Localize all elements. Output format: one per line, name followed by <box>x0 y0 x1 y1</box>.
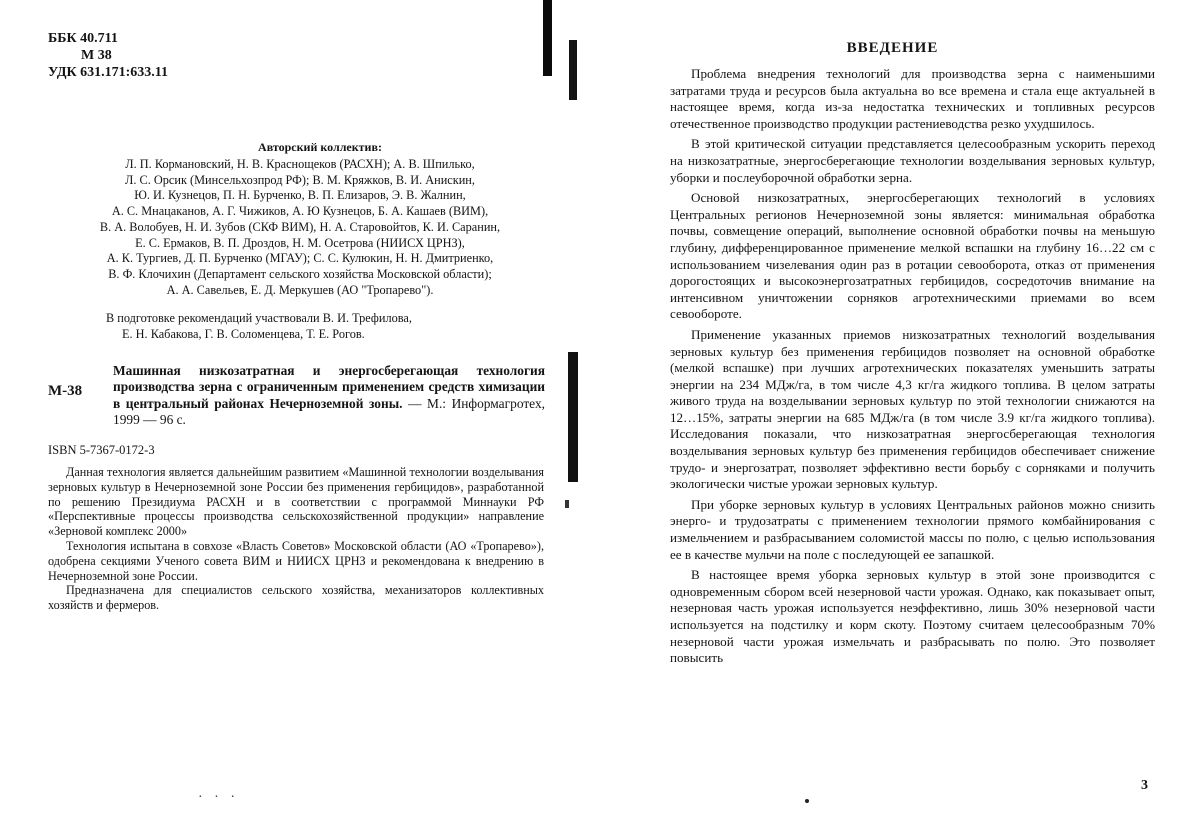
authors-line: Л. П. Кормановский, Н. В. Краснощеков (РАСХН); А. В. Шпилько, <box>125 157 475 171</box>
authors-line: Л. С. Орсик (Минсельхозпрод РФ); В. М. Кряжков, В. И. Анискин, <box>125 172 475 187</box>
intro-paragraph: При уборке зерновых культур в условиях Центральных районов можно снизить энерго- и трудозатраты с применением технологии прямого комбайнирования с измельчением и разбрасыванием соломистой массы по полю, с целью использования ее в качестве мульчи на поле с последующей ее запашкой. <box>670 496 1155 562</box>
abstract-paragraph: Данная технология является дальнейшим развитием «Машинной технологии возделывания зерновых культур в Нечерноземной зоне России без применения гербицидов», разработанной по решению Президиума РАСХН и в соответствии с программой Миннауки РФ «Перспективные процессы производства сельскохозяйственной продукции» направление «Зерновой комплекс 2000» <box>48 465 544 539</box>
page-number: 3 <box>1141 778 1148 793</box>
author-mark: М 38 <box>81 48 112 63</box>
intro-paragraph: Применение указанных приемов низкозатратных технологий возделывания зерновых культур без применения гербицидов позволяет на основной обработке (мелкой вспашке) при лучших агротехнических показателях уменьшить затраты энергии на 234 МДж/га, в том числе 4,3 кг/га жидкого топлива. В целом затраты живого труда на возделывании зерновых культур по этой технологии снижаются на 12…15%, затраты энергии на 685 МДж/га (в том числе 3.9 кг/га жидкого топлива). Исследования показали, что низкозатратная энергосберегающая технология возделывания зерновых культур без применения гербицидов обеспечивает снижение трудо- и энергозатрат, позволяет эффективно вести борьбу с сорняками и получить экологически чистые урожаи зерновых культур. <box>670 326 1155 492</box>
scan-artifact <box>565 500 569 508</box>
isbn: ISBN 5-7367-0172-3 <box>48 443 155 457</box>
classification-codes <box>48 30 168 81</box>
book-title: Машинная низкозатратная и энергосберегающая технология производства зерна с ограниченным применением средств химизации в центральный районах Нечерноземной зоны. <box>113 363 545 411</box>
bibliographic-description <box>113 363 545 428</box>
intro-paragraph: Проблема внедрения технологий для производства зерна с наименьшими затратами труда и ресурсов была актуальна во все времена и стала еще актуальней в настоящее время, когда из-за недостатка технических и топливных ресурсов отечественное производство продукции растениеводства резко ухудшилось. <box>670 66 1155 131</box>
collective-heading: Авторский коллектив: <box>258 140 382 154</box>
catalog-code: М-38 <box>48 383 83 399</box>
abstract-paragraph: Технология испытана в совхозе «Власть Советов» Московской области (АО «Тропарево»), одобрена секциями Ученого совета ВИМ и НИИСХ ЦРНЗ и рекомендована к внедрению в Нечерноземной зоне России. <box>48 538 544 583</box>
book-imprint: — М.: Информагротех, 1999 — 96 с. <box>113 395 545 427</box>
intro-paragraph: В настоящее время уборка зерновых культур в этой зоне производится с одновременным сбором всей незерновой части урожая. Однако, как показывает опыт, незерновая часть урожая используется неэффективно, лишь 30% незерновой части используется на подстилку и корм скоту. Поэтому считаем целесообразным 70% незерновой части урожая измельчать и разбрасывать по полю. Это позволяет повысить <box>670 567 1155 666</box>
chapter-title: ВВЕДЕНИЕ <box>846 40 939 56</box>
scan-artifact <box>568 352 578 482</box>
authors-list <box>50 157 550 298</box>
authors-line: В. Ф. Клочихин (Департамент сельского хозяйства Московской области); <box>108 266 492 281</box>
scan-specks: · · · <box>198 790 239 805</box>
authors-line: А. С. Мнацаканов, А. Г. Чижиков, А. Ю Кузнецов, Б. А. Кашаев (ВИМ), <box>111 204 489 219</box>
intro-paragraph: Основой низкозатратных, энергосберегающих технологий в условиях Центральных регионов Нечерноземной зоны является: минимальная обработка почвы, совмещение операций, выполнение основной обработки почвы на меньшую глубину, дифференцированное применение мелкой вспашки на глубину 16…22 см с использованием чизелевания один раз в ротации севооборота, отказ от применения дорогостоящих и высокоэнергозатратных гербицидов, сосредоточив внимание на интенсивном уничтожении сорняков агротехническими приемами во всем севообороте. <box>670 190 1155 322</box>
authors-line: В. А. Волобуев, Н. И. Зубов (СКФ ВИМ), Н. А. Старовойтов, К. И. Саранин, <box>99 219 501 234</box>
udk-code: УДК 631.171:633.11 <box>48 65 169 80</box>
introduction-text <box>670 66 1155 671</box>
preparation-line: В подготовке рекомендаций участвовали В. И. Трефилова, <box>106 311 412 325</box>
intro-paragraph: В этой критической ситуации представляется целесообразным ускорить переход на низкозатратные, энергосберегающие технологии возделывания зерновых культур, уборки и послеуборочной обработки зерна. <box>670 136 1155 185</box>
abstract <box>48 465 544 613</box>
authors-line: Е. С. Ермаков, В. П. Дроздов, Н. М. Осетрова (НИИСХ ЦРНЗ), <box>135 235 465 250</box>
authors-line: Ю. И. Кузнецов, П. Н. Бурченко, В. П. Елизаров, Э. В. Жалнин, <box>134 188 466 203</box>
abstract-paragraph: Предназначена для специалистов сельского хозяйства, механизаторов коллективных хозяйств и фермеров. <box>48 583 544 613</box>
scan-speck <box>805 799 809 803</box>
authors-line: А. К. Тургиев, Д. П. Бурченко (МГАУ); С. С. Кулюкин, Н. Н. Дмитриенко, <box>106 251 494 266</box>
bbk-code: ББК 40.711 <box>48 31 118 46</box>
authors-line: А. А. Савельев, Е. Д. Меркушев (АО "Тропарево"). <box>166 282 434 297</box>
preparation-note <box>106 311 412 342</box>
preparation-line: Е. Н. Кабакова, Г. В. Соломенцева, Т. Е. Рогов. <box>122 326 365 341</box>
scan-artifact <box>569 40 577 100</box>
scan-artifact <box>543 0 552 76</box>
